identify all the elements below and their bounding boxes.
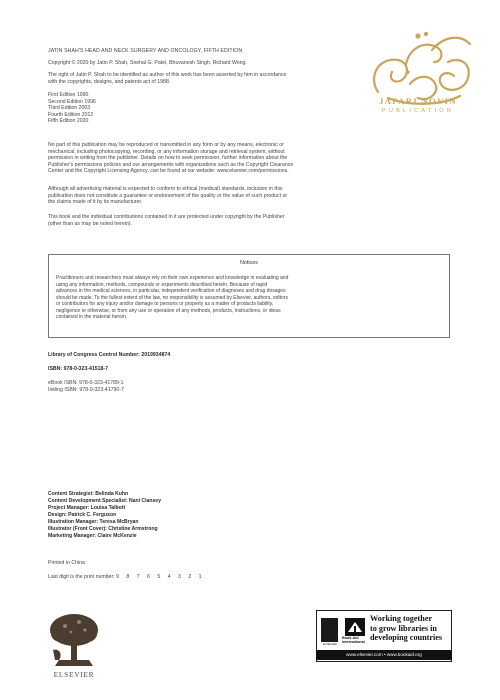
loc-control-number: Library of Congress Control Number: 2019934874: [48, 352, 171, 358]
credit-design: Design: Patrick C. Ferguson: [48, 512, 117, 518]
tagline-line: Working together: [370, 614, 433, 623]
inkling-isbn: Inkling ISBN: 978-0-323-41790-7: [48, 387, 124, 393]
edition-line: Third Edition 2003: [48, 105, 91, 112]
copyright-line: Copyright © 2020 by Jatin P. Shah, Snehal G. Patel, Bhuvanesh Singh, Richard Wong.: [48, 60, 247, 66]
jafari-novin-publication: PUBLICATION: [381, 108, 455, 114]
notices-text: [56, 275, 442, 321]
elsevier-tree-logo: [45, 610, 103, 670]
jafari-novin-name: JAFARI NOVIN: [379, 96, 457, 106]
tagline-line: developing countries: [370, 633, 443, 643]
text-line: Center and the Copyright Licensing Agency, can be found at our website: www.elsevier.com/permissions.: [48, 168, 289, 175]
edition-line: Second Edition 1996: [48, 98, 96, 105]
text-line: negligence or otherwise, or from any use or operation of any methods, products, instructions, or ideas: [56, 307, 281, 314]
edition-line: Fifth Edition 2020: [48, 118, 89, 125]
book-title-header: JATIN SHAH'S HEAD AND NECK SURGERY AND ONCOLOGY, FIFTH EDITION: [48, 48, 243, 54]
ebook-isbn: eBook ISBN: 978-0-323-41789-1: [48, 380, 124, 386]
text-line: permission in writing from the publisher. Details on how to seek permission, further information about the: [48, 155, 288, 162]
advertising-paragraph: [48, 186, 448, 206]
printed-in: Printed in China: [48, 560, 85, 566]
print-digits: 9 8 7 6 5 4 3 2 1: [116, 574, 205, 580]
credit-illustrator: Illustrator (Front Cover): Christine Armstrong: [48, 526, 158, 532]
text-line: (other than as may be noted herein).: [48, 220, 132, 227]
text-line: advances in the medical sciences, in particular, independent verification of diagnoses and drug dosages: [56, 288, 286, 294]
text-line: Practitioners and researchers must always rely on their own experience and knowledge in evaluating and: [56, 275, 289, 281]
text-line: with the copyrights, designs, and patents act of 1988.: [48, 78, 171, 85]
text-line: mechanical, including photocopying, recording, or any information storage and retrieval system, without: [48, 148, 285, 155]
text-line: The right of Jatin P. Shah to be identified as author of this work has been asserted by him in accordance: [48, 72, 287, 78]
protected-paragraph: [48, 214, 448, 227]
jafari-novin-logo: [348, 22, 488, 132]
author-right-statement: [48, 72, 348, 85]
rights-paragraph: [48, 142, 448, 175]
elsevier-mini-label: ELSEVIER: [323, 642, 337, 646]
bookaid-url-line[interactable]: www.elsevier.com • www.bookaid.org: [346, 652, 422, 657]
credit-content-development: Content Development Specialist: Nani Clansey: [48, 498, 161, 504]
elsevier-mini-logo: [321, 618, 338, 642]
text-line: or contributors for any injury and/or damage to persons or property as a matter of products liability,: [56, 301, 274, 307]
text-line: using any information, methods, compounds or experiments described herein. Because of rapid: [56, 281, 268, 288]
credit-content-strategist: Content Strategist: Belinda Kuhn: [48, 491, 129, 497]
notices-title: Notices: [240, 260, 258, 266]
credit-project-manager: Project Manager: Louisa Talbott: [48, 505, 126, 511]
text-line: publication does not constitute a guarantee or endorsement of the quality or the value of such product or: [48, 192, 288, 199]
book-aid-logo: [345, 618, 365, 636]
text-line: contained in the material herein.: [56, 314, 128, 320]
text-line: No part of this publication may be reproduced or transmitted in any form or by any means, electronic or: [48, 142, 284, 148]
edition-line: Fourth Edition 2012: [48, 111, 94, 118]
elsevier-wordmark: ELSEVIER: [53, 670, 95, 679]
credit-illustration-manager: Illustration Manager: Teresa McBryan: [48, 519, 139, 525]
text-line: This book and the individual contributions contained in it are protected under copyright by the Publisher: [48, 214, 285, 220]
isbn: ISBN: 978-0-323-41518-7: [48, 366, 108, 372]
text-line: Although all advertising material is expected to conform to ethical (medical) standards, inclusion in this: [48, 186, 283, 192]
text-line: should be made. To the fullest extent of the law, no responsibility is assumed by Elsevier, authors, editors: [56, 294, 288, 301]
bookaid-tagline: [370, 614, 450, 643]
tagline-line: to grow libraries in: [370, 623, 437, 633]
text-line: Publisher's permissions policies and our arrangements with organizations such as the Copyright Clearance: [48, 161, 294, 168]
last-digit-label: Last digit is the print number:: [48, 574, 115, 580]
text-line: the claims made of it by its manufacturer.: [48, 199, 143, 206]
book-aid-label: Book Aid International: [342, 636, 365, 645]
credit-marketing-manager: Marketing Manager: Claire McKenzie: [48, 533, 137, 539]
edition-line: First Edition 1990: [48, 92, 89, 98]
edition-history: [48, 92, 248, 125]
print-number-line: [48, 574, 348, 581]
